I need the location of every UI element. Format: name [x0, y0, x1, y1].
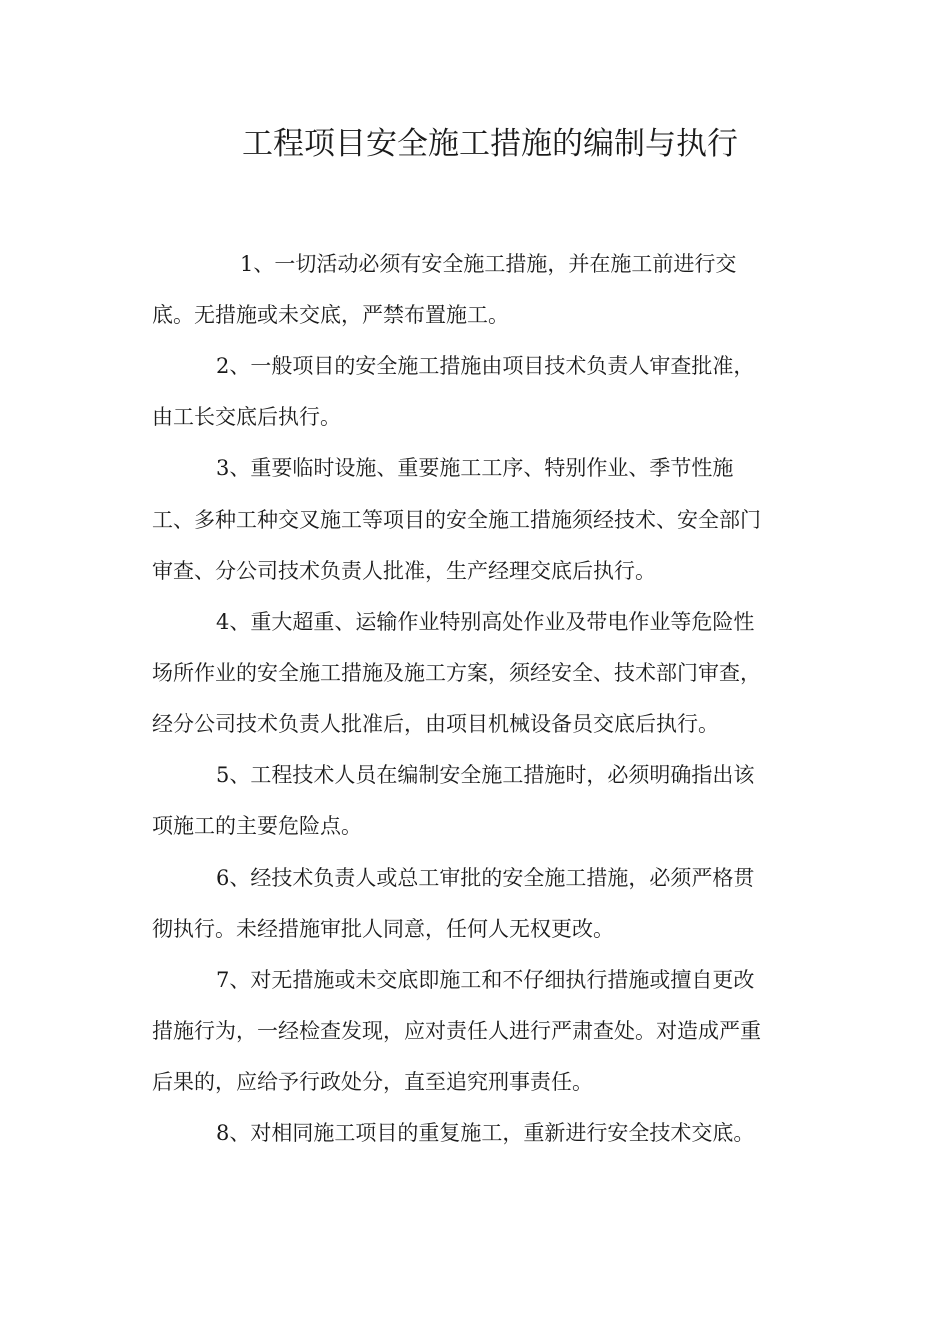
- paragraph-5-line-1: 5、工程技术人员在编制安全施工措施时，必须明确指出该: [216, 763, 755, 787]
- paragraph-4-line-3: 经分公司技术负责人批准后，由项目机械设备员交底后执行。: [152, 712, 719, 736]
- paragraph-7-line-3: 后果的，应给予行政处分，直至追究刑事责任。: [152, 1070, 593, 1094]
- paragraph-3-line-2: 工、多种工种交叉施工等项目的安全施工措施须经技术、安全部门: [152, 508, 761, 532]
- paragraph-6-line-1: 6、经技术负责人或总工审批的安全施工措施，必须严格贯: [216, 866, 755, 890]
- document-title: 工程项目安全施工措施的编制与执行: [242, 126, 738, 162]
- paragraph-7-line-1: 7、对无措施或未交底即施工和不仔细执行措施或擅自更改: [216, 968, 755, 992]
- paragraph-3-line-1: 3、重要临时设施、重要施工工序、特别作业、季节性施: [216, 456, 734, 480]
- paragraph-1-line-2: 底。无措施或未交底，严禁布置施工。: [152, 303, 509, 327]
- paragraph-2-line-1: 2、一般项目的安全施工措施由项目技术负责人审查批准，: [216, 354, 755, 378]
- paragraph-1-line-1: 1、一切活动必须有安全施工措施，并在施工前进行交: [240, 252, 737, 276]
- paragraph-3-line-3: 审查、分公司技术负责人批准，生产经理交底后执行。: [152, 559, 656, 583]
- paragraph-6-line-2: 彻执行。未经措施审批人同意，任何人无权更改。: [152, 917, 614, 941]
- paragraph-5-line-2: 项施工的主要危险点。: [152, 814, 362, 838]
- paragraph-2-line-2: 由工长交底后执行。: [152, 405, 341, 429]
- paragraph-4-line-1: 4、重大超重、运输作业特别高处作业及带电作业等危险性: [216, 610, 755, 634]
- paragraph-7-line-2: 措施行为，一经检查发现，应对责任人进行严肃查处。对造成严重: [152, 1019, 761, 1043]
- paragraph-8-line-1: 8、对相同施工项目的重复施工，重新进行安全技术交底。: [216, 1121, 755, 1145]
- paragraph-4-line-2: 场所作业的安全施工措施及施工方案，须经安全、技术部门审查，: [152, 661, 761, 685]
